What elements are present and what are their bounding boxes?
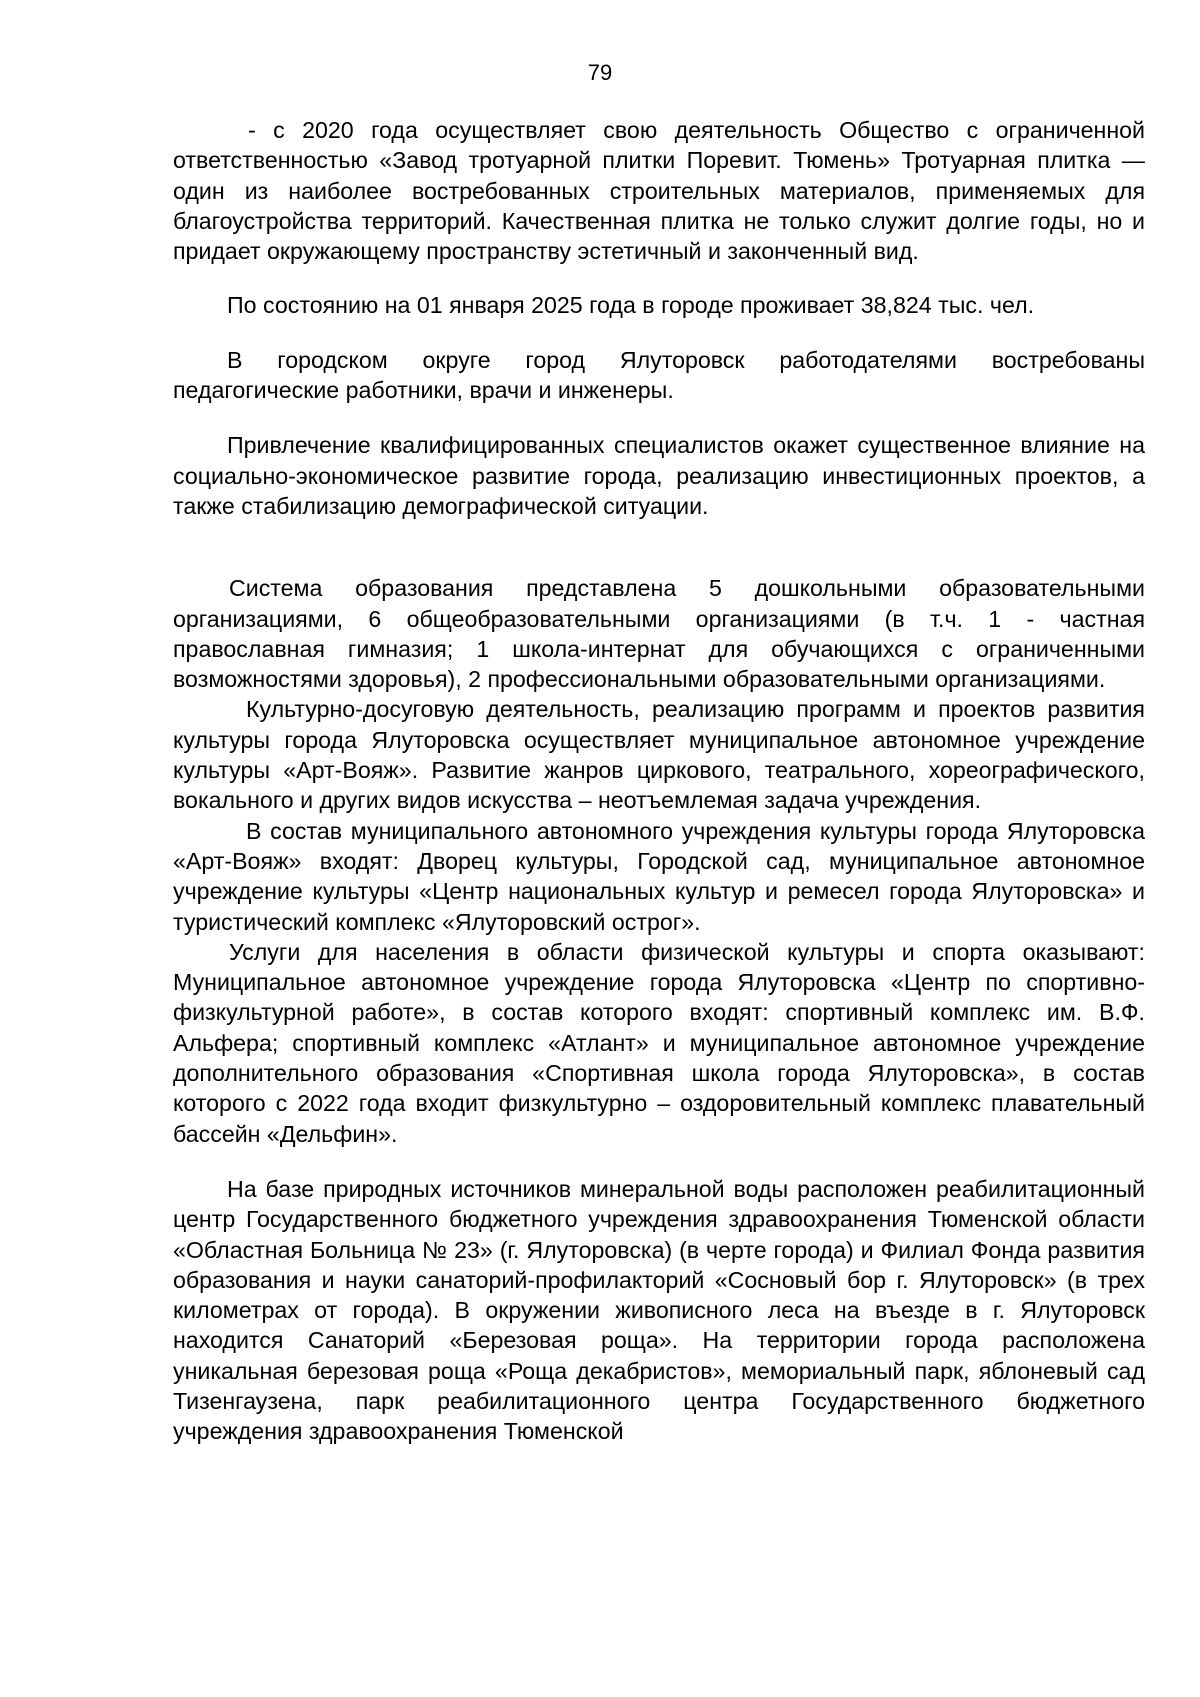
paragraph-tile-factory: - с 2020 года осуществляет свою деятельность Общество с ограниченной ответственностью «Завод тротуарной плитки Поревит. Тюмень» Тротуарная плитка — один из наиболее востребованных строительных материалов, применяемых для благоустройства территорий. Качественная плитка не только служит долгие годы, но и придает окружающему пространству эстетичный и законченный вид. (173, 117, 1145, 265)
paragraph-sports: Услуги для населения в области физической культуры и спорта оказывают: Муниципальное автономное учреждение города Ялуторовска «Центр по спортивно-физкультурной работе», в состав которого входят: спортивный комплекс им. В.Ф. Альфера; спортивный комплекс «Атлант» и муниципальное автономное учреждение дополнительного образования «Спортивная школа города Ялуторовска», в состав которого с 2022 года входит физкультурно – оздоровительный комплекс плавательный бассейн «Дельфин». (173, 938, 1145, 1147)
paragraph-culture: Культурно-досуговую деятельность, реализацию программ и проектов развития культуры города Ялуторовска осуществляет муниципальное автономное учреждение культуры «Арт-Вояж». Развитие жанров циркового, театрального, хореографического, вокального и других видов искусства – неотъемлемая задача учреждения. (173, 696, 1145, 814)
paragraph-education: Система образования представлена 5 дошкольными образовательными организациями, 6 общеобразовательными организациями (в т.ч. 1 - частная православная гимназия; 1 школа-интернат для обучающихся с ограниченными возможностями здоровья), 2 профессиональными образовательными организациями. (173, 575, 1145, 693)
paragraph-art-voyage: В состав муниципального автономного учреждения культуры города Ялуторовска «Арт-Вояж» входят: Дворец культуры, Городской сад, муниципальное автономное учреждение культуры «Центр национальных культур и ремесел города Ялуторовска» и туристический комплекс «Ялуторовский острог». (173, 817, 1145, 935)
page-body (173, 115, 1145, 1447)
page-number: 79 (587, 60, 613, 85)
paragraph-health-resorts: На базе природных источников минеральной воды расположен реабилитационный центр Государственного бюджетного учреждения здравоохранения Тюменской области «Областная Больница № 23» (г. Ялуторовска) (в черте города) и Филиал Фонда развития образования и науки санаторий-профилакторий «Сосновый бор г. Ялуторовск» (в трех километрах от города). В окружении живописного леса на въезде в г. Ялуторовск находится Санаторий «Березовая роща». На территории города расположена уникальная березовая роща «Роща декабристов», мемориальный парк, яблоневый сад Тизенгаузена, парк реабилитационного центра Государственного бюджетного учреждения здравоохранения Тюменской (173, 1175, 1145, 1445)
paragraph-population: По состоянию на 01 января 2025 года в городе проживает 38,824 тыс. чел. (227, 292, 1035, 319)
paragraph-employers: В городском округе город Ялуторовск работодателями востребованы педагогические работники, врачи и инженеры. (173, 346, 1145, 404)
paragraph-specialists: Привлечение квалифицированных специалистов окажет существенное влияние на социально-экономическое развитие города, реализацию инвестиционных проектов, а также стабилизацию демографической ситуации. (173, 432, 1145, 519)
